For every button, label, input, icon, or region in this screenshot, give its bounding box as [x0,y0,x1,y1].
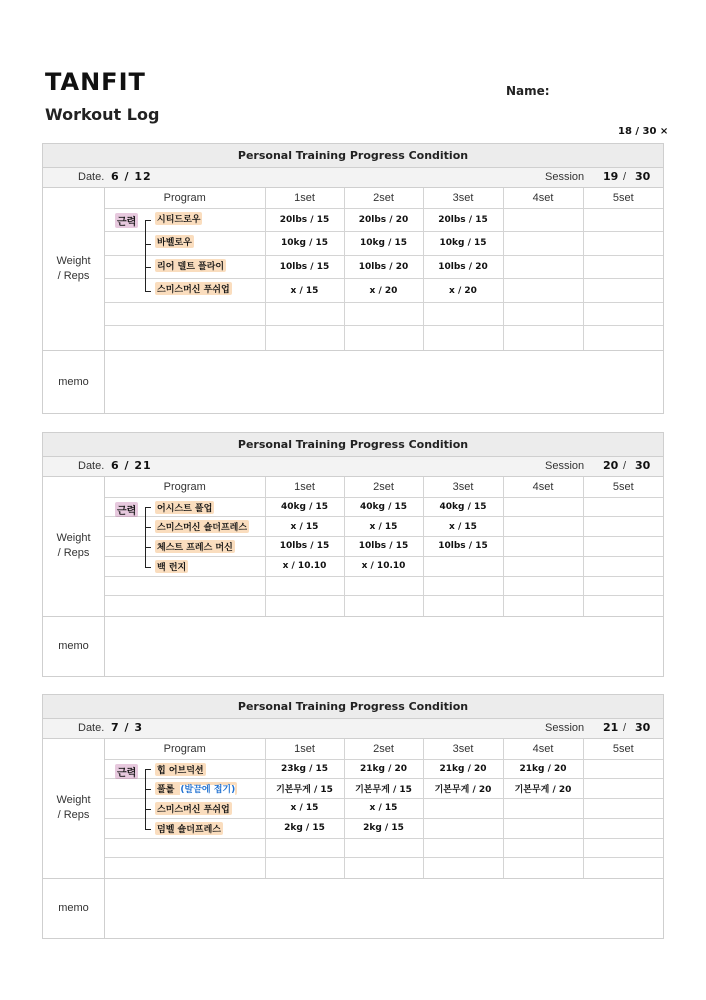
exercise-name [155,560,188,573]
set-cell [265,556,344,576]
memo-label: memo [43,351,105,413]
set-value: x / 15 [290,803,319,814]
exercise-text: 스미스머신 푸쉬업 [157,805,230,816]
memo-row [43,350,663,413]
program-cell [105,858,265,878]
date-label: Date. [78,722,105,734]
page-title: Workout Log [45,105,160,124]
weight-reps-label [43,188,105,350]
name-label: Name: [506,84,550,98]
set-value: x / 15 [369,803,398,814]
set-cell [503,576,583,596]
program-cell [105,302,265,326]
table-row [105,759,663,779]
set-header: 3set [423,477,503,497]
set-cell [503,759,583,779]
exercise-text: 백 런지 [157,562,187,573]
memo-label: memo [43,617,105,676]
set-cell [265,838,344,858]
card-title: Personal Training Progress Condition [43,433,663,457]
bracket-tick [145,267,151,268]
set-cell [344,779,423,799]
session-total-note: 18 / 30 × [618,126,669,137]
reps-label: / Reps [57,809,90,822]
date-session-row [43,719,663,739]
bracket-line [145,507,146,517]
set-value: 기본무게 / 15 [276,785,333,796]
bracket-tick [145,809,151,810]
exercise-note: (발끝에 접기) [180,785,236,796]
exercise-name [155,782,237,795]
weight-reps-area [43,188,663,350]
sets-table [105,188,663,350]
exercise-name [155,501,214,514]
bracket-line [145,769,146,779]
set-header: 2set [344,188,423,208]
set-cell [423,818,503,838]
program-cell [105,759,265,779]
exercise-name [155,259,226,272]
set-cell [265,208,344,232]
set-cell [344,596,423,616]
weight-reps-area [43,477,663,616]
set-cell [583,858,663,878]
table-row [105,799,663,819]
program-cell [105,497,265,517]
program-cell [105,279,265,303]
exercise-name [155,235,194,248]
set-cell [423,279,503,303]
date-label: Date. [78,460,105,472]
set-header: 5set [583,188,663,208]
exercise-text: 시티드로우 [157,214,201,225]
bracket-tick [145,507,151,508]
memo-label: memo [43,879,105,938]
set-cell [423,302,503,326]
set-cell [423,326,503,350]
set-value: x / 10.10 [282,561,327,572]
exercise-text: 스미스머신 숄더프레스 [157,523,248,534]
session-label: Session [545,171,585,183]
set-cell [265,779,344,799]
set-cell [503,779,583,799]
set-cell [265,576,344,596]
set-cell [265,759,344,779]
table-row [105,556,663,576]
set-cell [344,497,423,517]
set-cell [344,759,423,779]
program-cell [105,838,265,858]
reps-label: / Reps [57,547,90,560]
set-cell [265,818,344,838]
date-value: 7 / 3 [111,721,143,734]
set-header: 4set [503,477,583,497]
set-cell [344,517,423,537]
set-value: 10kg / 15 [439,238,487,249]
program-cell [105,326,265,350]
bracket-tick [145,567,151,568]
set-cell [503,838,583,858]
table-row [105,279,663,303]
table-row [105,326,663,350]
set-cell [265,517,344,537]
set-cell [503,208,583,232]
exercise-text: 덤벨 숄더프레스 [157,824,221,835]
table-row [105,576,663,596]
program-cell [105,556,265,576]
exercise-text: 어시스트 풀업 [157,503,213,514]
set-cell [344,255,423,279]
program-cell [105,818,265,838]
weight-label: Weight [56,532,91,545]
set-cell [503,517,583,537]
bracket-line [145,220,146,232]
set-cell [265,537,344,557]
set-cell [583,497,663,517]
session-current: 20 [603,459,619,472]
set-value: x / 10.10 [361,561,406,572]
sets-header-row [105,739,663,759]
set-value: 기본무게 / 15 [355,785,412,796]
set-value: 기본무게 / 20 [514,785,572,796]
set-cell [344,279,423,303]
set-header: 3set [423,739,503,759]
set-cell [423,208,503,232]
set-value: x / 15 [290,285,319,296]
set-cell [344,302,423,326]
set-cell [344,537,423,557]
table-row [105,537,663,557]
set-cell [583,556,663,576]
category-label: 근력 [115,502,138,517]
set-value: x / 20 [449,285,477,296]
set-cell [423,576,503,596]
table-row [105,858,663,878]
program-cell [105,779,265,799]
sets-table [105,739,663,878]
program-header: Program [105,739,265,759]
program-cell [105,517,265,537]
set-cell [423,799,503,819]
set-value: 40kg / 15 [439,501,487,512]
set-cell [583,537,663,557]
set-cell [423,556,503,576]
bracket-tick [145,769,151,770]
progress-card [42,694,664,939]
bracket-tick [145,291,151,292]
memo-row [43,878,663,938]
set-value: 20lbs / 15 [438,214,488,225]
set-value: 23kg / 15 [280,763,329,774]
table-row [105,208,663,232]
exercise-text: 스미스머신 푸쉬업 [157,285,230,296]
set-cell [583,799,663,819]
table-row [105,779,663,799]
set-value: 10lbs / 15 [279,541,330,552]
program-cell [105,576,265,596]
set-cell [583,759,663,779]
set-value: 20lbs / 15 [279,214,330,225]
set-cell [265,596,344,616]
set-cell [583,818,663,838]
exercise-text: 힙 어브덕션 [157,765,204,776]
program-cell [105,537,265,557]
program-cell [105,596,265,616]
set-header: 5set [583,477,663,497]
set-cell [344,799,423,819]
set-value: 21kg / 20 [359,763,408,774]
weight-reps-label [43,477,105,616]
set-cell [583,596,663,616]
set-value: x / 15 [449,521,477,532]
bracket-line [145,819,146,829]
set-cell [265,302,344,326]
set-cell [423,838,503,858]
set-cell [583,302,663,326]
exercise-name [155,520,249,533]
set-cell [265,279,344,303]
brand-logo: TANFIT [45,68,146,96]
reps-label: / Reps [57,269,90,282]
set-cell [503,858,583,878]
date-session-row [43,457,663,477]
set-value: 10lbs / 20 [358,261,409,272]
bracket-line [145,279,146,291]
progress-card [42,432,664,677]
program-header: Program [105,477,265,497]
session-slash: / [623,722,627,734]
set-header: 4set [503,739,583,759]
set-value: 40kg / 15 [280,501,329,512]
weight-label: Weight [56,794,91,807]
set-value: 10lbs / 15 [438,541,488,552]
set-cell [503,302,583,326]
set-cell [583,326,663,350]
weight-reps-label [43,739,105,878]
set-value: 21kg / 20 [519,763,567,774]
date-label: Date. [78,171,105,183]
set-cell [423,858,503,878]
set-cell [583,208,663,232]
exercise-name [155,822,223,835]
set-value: x / 20 [369,285,398,296]
table-row [105,232,663,256]
set-cell [265,326,344,350]
bracket-tick [145,829,151,830]
category-label: 근력 [115,764,138,779]
set-value: 2kg / 15 [284,823,325,834]
set-cell [503,497,583,517]
set-cell [503,556,583,576]
set-value: 기본무게 / 20 [434,785,492,796]
set-cell [503,326,583,350]
exercise-name [155,763,206,776]
memo-row [43,616,663,676]
set-cell [265,232,344,256]
set-cell [503,596,583,616]
bracket-tick [145,789,151,790]
set-cell [423,232,503,256]
bracket-line [145,557,146,567]
program-cell [105,255,265,279]
set-cell [583,279,663,303]
set-cell [423,759,503,779]
exercise-name [155,212,202,225]
date-session-row [43,168,663,188]
set-cell [423,596,503,616]
set-cell [583,576,663,596]
set-header: 2set [344,477,423,497]
session-total: 30 [635,459,651,472]
set-cell [503,279,583,303]
set-cell [344,858,423,878]
session-slash: / [623,171,627,183]
program-cell [105,208,265,232]
category-label: 근력 [115,213,138,228]
set-value: 10lbs / 15 [279,261,330,272]
set-header: 3set [423,188,503,208]
set-value: 10kg / 15 [280,238,329,249]
set-cell [265,799,344,819]
weight-reps-area [43,739,663,878]
table-row [105,596,663,616]
set-value: x / 15 [290,521,319,532]
set-cell [503,818,583,838]
set-value: 10kg / 15 [359,238,408,249]
program-header: Program [105,188,265,208]
date-value: 6 / 12 [111,170,152,183]
table-row [105,302,663,326]
exercise-name [155,540,235,553]
set-cell [344,576,423,596]
table-row [105,517,663,537]
set-cell [344,326,423,350]
exercise-text: 리어 델트 플라이 [157,261,225,272]
set-header: 5set [583,739,663,759]
set-cell [583,255,663,279]
set-cell [583,838,663,858]
set-value: x / 15 [369,521,398,532]
set-cell [265,497,344,517]
set-cell [265,858,344,878]
set-cell [583,779,663,799]
set-value: 21kg / 20 [439,763,487,774]
session-slash: / [623,460,627,472]
exercise-name [155,282,232,295]
session-total: 30 [635,721,651,734]
sets-table [105,477,663,616]
set-cell [583,517,663,537]
progress-card [42,143,664,414]
exercise-text: 체스트 프레스 머신 [157,543,233,554]
session-current: 21 [603,721,619,734]
card-title: Personal Training Progress Condition [43,695,663,719]
set-cell [344,838,423,858]
set-cell [423,537,503,557]
bracket-tick [145,527,151,528]
set-header: 1set [265,477,344,497]
set-cell [344,818,423,838]
set-header: 4set [503,188,583,208]
set-cell [503,537,583,557]
set-cell [344,232,423,256]
program-cell [105,232,265,256]
set-cell [344,208,423,232]
card-title: Personal Training Progress Condition [43,144,663,168]
set-value: 40kg / 15 [359,501,408,512]
date-value: 6 / 21 [111,459,152,472]
set-cell [423,779,503,799]
exercise-name [155,802,232,815]
set-cell [423,517,503,537]
set-cell [423,255,503,279]
exercise-text: 바벨로우 [157,238,192,249]
set-header: 1set [265,739,344,759]
sets-header-row [105,188,663,208]
set-value: 10lbs / 15 [358,541,409,552]
table-row [105,255,663,279]
table-row [105,838,663,858]
session-label: Session [545,722,585,734]
set-cell [503,232,583,256]
set-header: 1set [265,188,344,208]
set-value: 20lbs / 20 [358,214,409,225]
bracket-tick [145,244,151,245]
set-cell [344,556,423,576]
bracket-tick [145,220,151,221]
exercise-text: 풀롤 [157,785,175,796]
set-cell [583,232,663,256]
session-label: Session [545,460,585,472]
set-cell [423,497,503,517]
set-cell [503,799,583,819]
set-value: 2kg / 15 [363,823,404,834]
set-cell [503,255,583,279]
bracket-tick [145,547,151,548]
set-header: 2set [344,739,423,759]
session-current: 19 [603,170,619,183]
weight-label: Weight [56,254,91,267]
program-cell [105,799,265,819]
set-value: 10lbs / 20 [438,261,488,272]
table-row [105,818,663,838]
sets-header-row [105,477,663,497]
session-total: 30 [635,170,651,183]
table-row [105,497,663,517]
set-cell [265,255,344,279]
